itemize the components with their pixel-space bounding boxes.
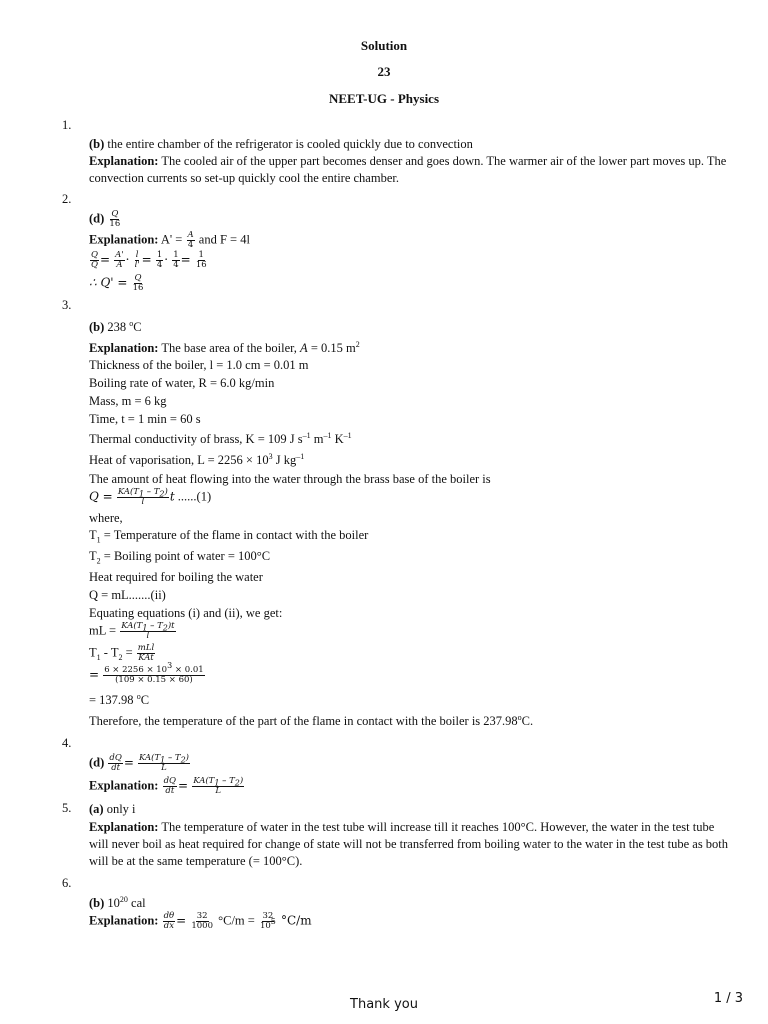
q3-result: = 137.98 $^o$C [89,691,150,707]
q1-answer-text: the entire chamber of the refrigerator is cooled quickly due to convection [107,137,473,151]
q6-explanation-label: Explanation: [89,913,159,928]
q3-equating-line: Equating equations (i) and (ii), we get: [89,606,283,620]
q2-area-fraction: $\frac{A}{4}$ [187,230,194,250]
q1-answer [89,136,473,152]
q4-explanation: Explanation: $\frac{dQ}{dt}$ = $\frac{KA(T_1 - T_2)}{L}$ [89,776,244,796]
q3-area-line: Explanation: The base area of the boiler, A = 0.15 $m^2$ [89,339,360,355]
q4-answer: (d) $\frac{dQ}{dt}$ = $\frac{KA(T_1 - T_2)}{L}$ [89,753,189,773]
q5-option: (a) [89,802,104,816]
q2-conclusion: ∴ Q' = $\frac{Q}{16}$ [89,273,144,293]
q4-explanation-label: Explanation: [89,778,159,793]
page-indicator: 1 / 3 [713,991,743,1006]
q3-answer-value: 238 [107,320,130,334]
q3-explanation-label: Explanation: [89,341,159,355]
doc-number: 23 [377,64,391,79]
q2-ratio-equation: $\frac{Q}{Q}$ = $\frac{A'}{A}$ · $\frac{l}{l'}$ = $\frac{1}{4}$ · $\frac{1}{4}$ = $\frac{1}{16}$ [91,250,207,270]
q2-explanation-line1 [89,231,250,250]
q3-mass-line: Mass, m = 6 kg [89,394,167,408]
q2-option: (d) [89,211,105,226]
question-number-3: 3. [62,298,72,312]
q4-option: (d) [89,755,105,770]
q1-explanation-label: Explanation: [89,154,159,168]
footer-thank-you: Thank you [350,997,418,1012]
q1-explanation-line1 [89,153,726,169]
q5-explanation-label: Explanation: [89,820,159,834]
q6-option: (b) [89,896,105,910]
q5-answer-text: only i [106,802,136,816]
question-number-4: 4. [62,736,72,750]
q5-explanation-line3: will be at the same temperature (= 100°C). [89,854,303,868]
q2-explanation-text-a: A' = [160,232,183,247]
q2-answer [89,210,122,229]
q1-explanation-text: The cooled air of the upper part becomes denser and goes down. The warmer air of the lower part moves up. The [161,154,727,168]
q6-answer: (b) $10^{20}$ cal [89,894,146,910]
question-number-2: 2. [62,192,72,206]
q1-option: (b) [89,137,105,151]
q3-where-line: where, [89,511,123,525]
question-number-1: 1. [62,118,72,132]
q3-answer: (b) 238 $^o$C [89,318,142,334]
q3-conductivity-line: Thermal conductivity of brass, K = 109 J $s^{-1}$ $m^{-1}$ $K^{-1}$ [89,430,352,446]
q3-rate-line: Boiling rate of water, R = 6.0 kg/min [89,376,275,390]
q2-explanation-label: Explanation: [89,232,159,247]
q3-therefore-line: Therefore, the temperature of the part of the flame in contact with the boiler is 237.98$^o$C. [89,712,534,728]
q6-explanation: Explanation: $\frac{d\theta}{dx}$ = $\frac{32}{1000}$ °C/m = $\frac{32}{10^5}$ °C/m [89,911,312,931]
q3-time-line: Time, t = 1 min = 60 s [89,412,201,426]
q3-option: (b) [89,320,105,334]
q3-t2-line: $T_2$ = Boiling point of water = 100°C [89,549,271,566]
q1-explanation-line2: convection currents so set-up quickly cool the entire chamber. [89,171,399,185]
q3-t-difference-equation: $T_1 - T_2$ = $\frac{\text{mLl}}{\text{KAt}}$ [89,643,155,663]
q5-answer [89,801,136,817]
question-number-5: 5. [62,801,72,815]
q5-explanation-line1: Explanation: The temperature of water in the test tube will increase till it reaches 100°C. However, the water in the test tube [89,820,715,834]
question-number-6: 6. [62,876,72,890]
q3-thickness-line: Thickness of the boiler, l = 1.0 cm = 0.01 m [89,358,309,372]
q5-explanation-line2: will never boil as heat required for change of state will not be transferred from boiling water to the water in the test tube as both [89,837,729,851]
q3-substitution: = $\frac{6 \times 2256 \times 10^3 \times 0.01}{(109 \times 0.15 \times 60)}$ [89,661,204,685]
q2-explanation-text-b: and F = 4l [198,232,250,247]
q2-answer-fraction: $\frac{Q}{16}$ [109,209,121,229]
q3-heat-required-line: Heat required for boiling the water [89,570,263,584]
doc-title: Solution [360,38,408,53]
q3-t1-line: $T_1$ = Temperature of the flame in contact with the boiler [89,528,369,545]
q3-equation-2: Q = mL.......(ii) [89,588,166,602]
doc-subject: NEET-UG - Physics [328,91,440,106]
q3-amount-line: The amount of heat flowing into the water through the brass base of the boiler is [89,472,491,486]
q3-vaporisation-line: Heat of vaporisation, $L = 2256 \times 10^3$ J $kg^{-1}$ [89,451,305,467]
q3-ml-equation: mL = $\frac{KA(T_1 - T_2)t}{l}$ [89,621,175,641]
q3-equation-1: Q = $\frac{KA(T_1 - T_2)}{l}$ t ......(1) [89,487,212,507]
